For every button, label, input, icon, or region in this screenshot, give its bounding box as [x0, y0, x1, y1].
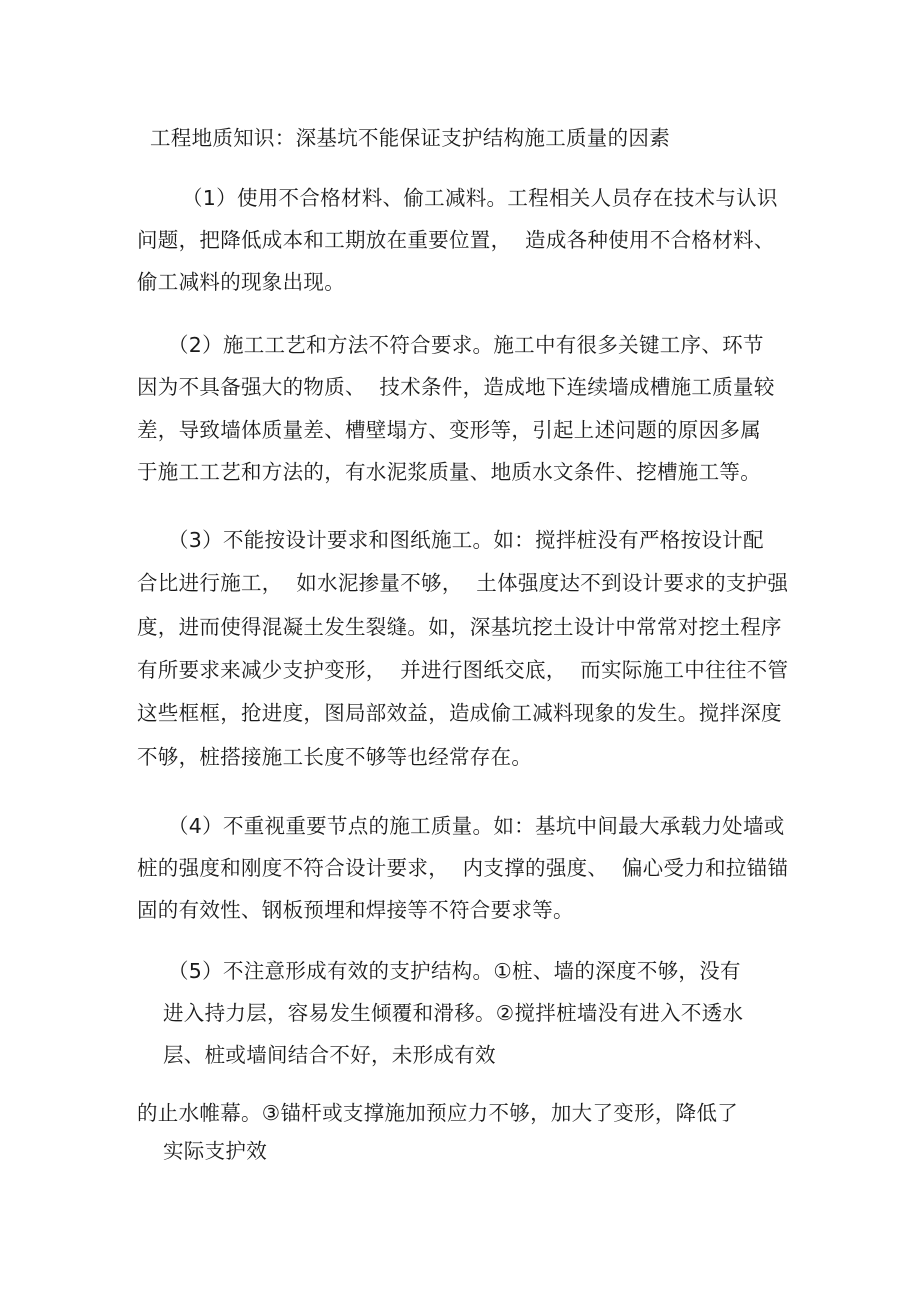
paragraph-line: 偷工减料的现象出现。 — [137, 270, 345, 294]
paragraph-line: （2）施工工艺和方法不符合要求。施工中有很多关键工序、环节 — [168, 333, 764, 357]
paragraph-line: （5）不注意形成有效的支护结构。①桩、墙的深度不够，没有 — [168, 959, 741, 983]
paragraph-line: 因为不具备强大的物质、 技术条件，造成地下连续墙成槽施工质量较 — [137, 375, 775, 399]
paragraph-line: 进入持力层，容易发生倾覆和滑移。②搅拌桩墙没有进入不透水 — [163, 1001, 744, 1025]
document-title: 工程地质知识：深基坑不能保证支护结构施工质量的因素 — [150, 126, 670, 150]
paragraph-line: 问题，把降低成本和工期放在重要位置， 造成各种使用不合格材料、 — [137, 228, 775, 252]
paragraph-line: 实际支护效 — [163, 1139, 267, 1163]
paragraph-line: 固的有效性、钢板预埋和焊接等不符合要求等。 — [137, 898, 574, 922]
paragraph-line: 有所要求来减少支护变形， 并进行图纸交底， 而实际施工中往往不管 — [137, 658, 789, 682]
paragraph-line: 于施工工艺和方法的，有水泥浆质量、地质水文条件、挖槽施工等。 — [137, 460, 761, 484]
paragraph-line: 这些框框，抢进度，图局部效益，造成偷工减料现象的发生。搅拌深度 — [137, 701, 782, 725]
paragraph-line: 桩的强度和刚度不符合设计要求， 内支撑的强度、 偏心受力和拉锚锚 — [137, 856, 789, 880]
paragraph-line: （1）使用不合格材料、偷工减料。工程相关人员存在技术与认识 — [182, 186, 778, 210]
paragraph-line: 的止水帷幕。③锚杆或支撑施加预应力不够，加大了变形，降低了 — [137, 1101, 739, 1125]
paragraph-line: （4）不重视重要节点的施工质量。如：基坑中间最大承载力处墙或 — [168, 814, 785, 838]
paragraph-line: 不够，桩搭接施工长度不够等也经常存在。 — [137, 745, 533, 769]
paragraph-line: 合比进行施工， 如水泥掺量不够， 土体强度达不到设计要求的支护强 — [137, 571, 789, 595]
paragraph-line: 层、桩或墙间结合不好，未形成有效 — [163, 1043, 496, 1067]
paragraph-line: 差，导致墙体质量差、槽壁塌方、变形等，引起上述问题的原因多属 — [137, 418, 761, 442]
paragraph-line: 度，进而使得混凝土发生裂缝。如，深基坑挖土设计中常常对挖土程序 — [137, 615, 782, 639]
paragraph-line: （3）不能按设计要求和图纸施工。如：搅拌桩没有严格按设计配 — [168, 528, 764, 552]
